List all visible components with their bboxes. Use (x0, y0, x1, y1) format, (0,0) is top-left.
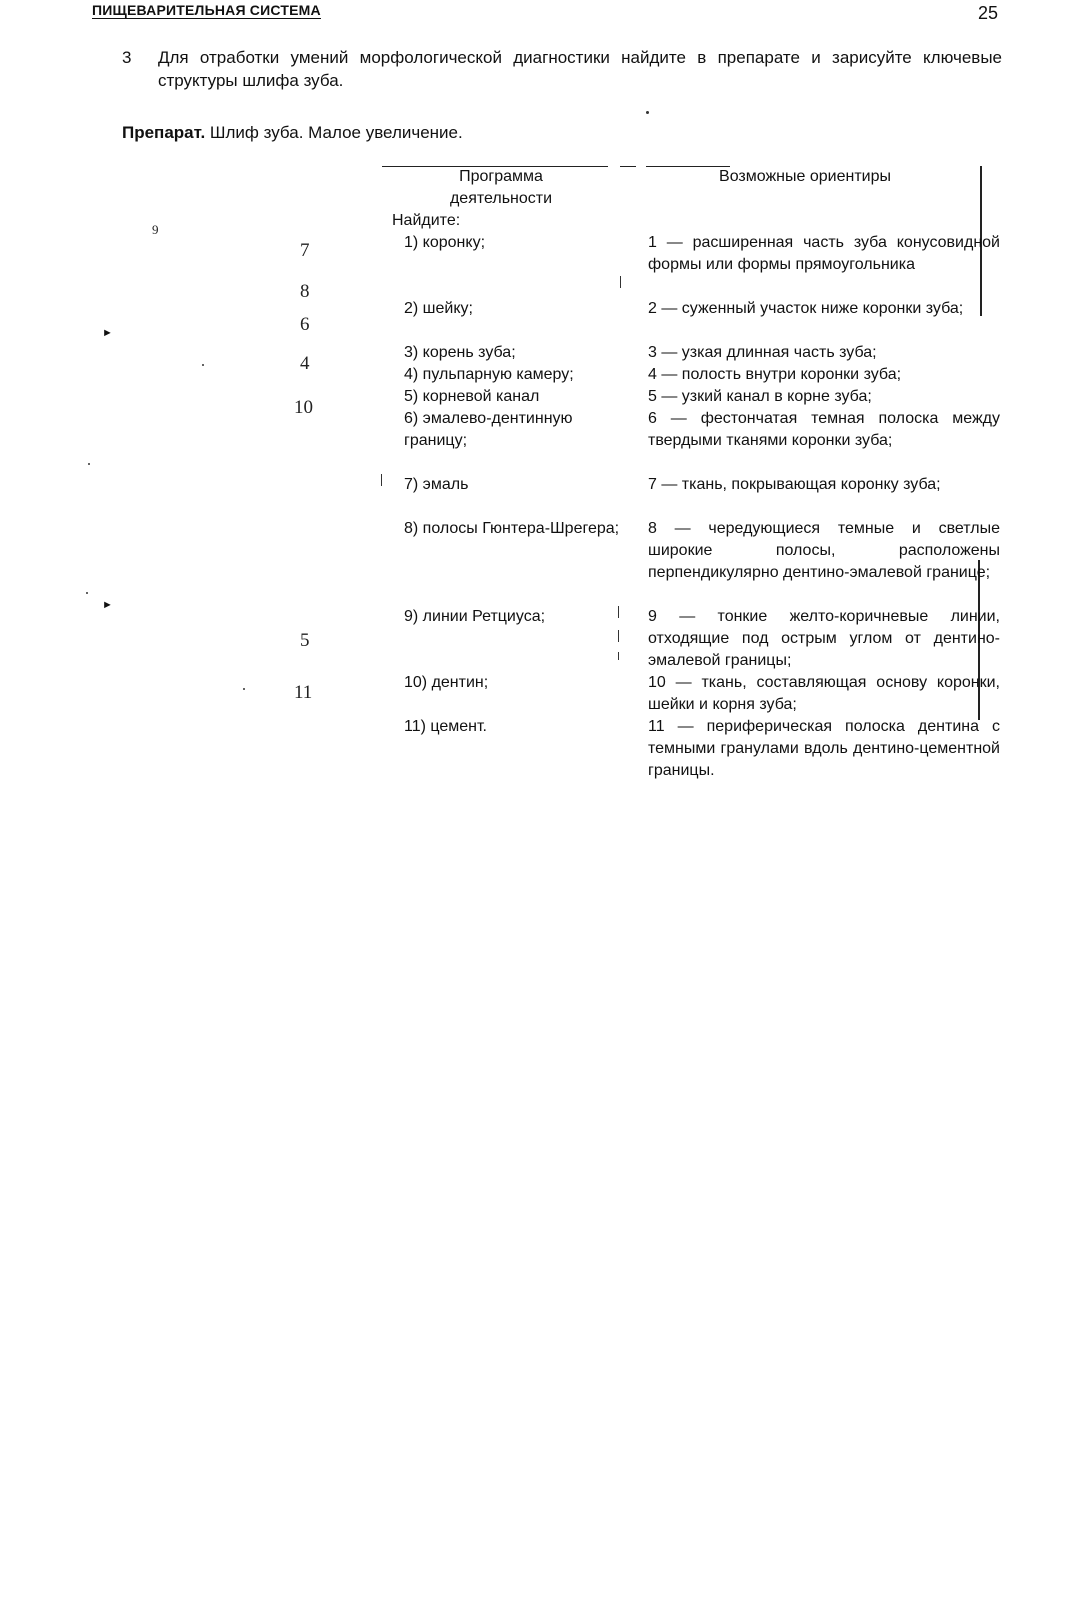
print-speck (646, 111, 649, 114)
table-row-item: 6) эмалево-дентинную границу; (404, 410, 573, 449)
preparation-text: Шлиф зуба. Малое увеличение. (205, 123, 463, 142)
preparation-line (122, 121, 463, 144)
column-separator-mark (618, 630, 619, 642)
table-row-item: 7) эмаль (404, 476, 469, 493)
task-number: 3 (122, 48, 132, 67)
running-header: ПИЩЕВАРИТЕЛЬНАЯ СИСТЕМА (92, 2, 321, 18)
print-speck (88, 463, 90, 465)
table-row-item: 9) линии Ретциуса; (404, 608, 546, 625)
figure-label: 10 (294, 397, 313, 418)
page-number: 25 (978, 3, 999, 23)
table-row-hint: 6 — фестончатая темная полоска между твердыми тканями коронки зуба; (648, 410, 1000, 449)
figure-label: 9 (152, 222, 159, 237)
table-row-item: 10) дентин; (404, 674, 489, 691)
column-header-hints: Возможные ориентиры (719, 168, 891, 185)
table-row-hint: 2 — суженный участок ниже коронки зуба; (648, 300, 964, 317)
column-separator-mark (618, 652, 619, 660)
table-row-item: 2) шейку; (404, 300, 473, 317)
pointer-arrow-icon: ► (102, 327, 113, 339)
task-text: Для отработки умений морфологической диагностики найдите в препарате и зарисуйте ключевые структуры шлифа зуба. (158, 48, 1002, 90)
table-row-hint: 8 — чередующиеся темные и светлые широкие полосы, расположены перпендикулярно дентино-эмалевой границе; (648, 520, 1000, 581)
print-speck (243, 688, 245, 690)
table-top-rule (620, 166, 636, 167)
pointer-arrow-icon: ► (102, 599, 113, 611)
figure-label: 6 (300, 314, 310, 335)
column-header-program: Программа деятельности (449, 168, 553, 207)
table-row-hint: 3 — узкая длинная часть зуба; (648, 344, 877, 361)
table-row-hint: 5 — узкий канал в корне зуба; (648, 388, 872, 405)
table-row-item: 8) полосы Гюнтера-Шрегера; (404, 520, 620, 537)
print-speck (86, 592, 88, 594)
table-row-item: 4) пульпарную камеру; (404, 366, 574, 383)
figure-label: 4 (300, 353, 310, 374)
table-row-hint: 7 — ткань, покрывающая коронку зуба; (648, 476, 941, 493)
figure-label: 8 (300, 281, 310, 302)
table-intro: Найдите: (392, 212, 461, 229)
table-row-item: 1) коронку; (404, 234, 486, 251)
table-row-item: 3) корень зуба; (404, 344, 516, 361)
column-separator-mark (620, 276, 621, 288)
table-row-hint: 4 — полость внутри коронки зуба; (648, 366, 902, 383)
preparation-label: Препарат. (122, 123, 206, 142)
table-row-hint: 9 — тонкие желто-коричневые линии, отходящие под острым углом от дентино-эмалевой границы; (648, 608, 1000, 669)
table-row-item: 11) цемент. (404, 718, 487, 735)
print-speck (202, 364, 204, 366)
column-separator-mark (381, 474, 382, 486)
table-row-hint: 1 — расширенная часть зуба конусовидной формы или формы прямоугольника (648, 234, 1000, 273)
figure-label: 7 (300, 240, 310, 261)
figure-label: 11 (294, 682, 313, 703)
figure-label: 5 (300, 630, 310, 651)
table-row-item: 5) корневой канал (404, 388, 540, 405)
table-row-hint: 10 — ткань, составляющая основу коронки, шейки и корня зуба; (648, 674, 1000, 713)
table-row-hint: 11 — периферическая полоска дентина с темными гранулами вдоль дентино-цементной границы. (648, 718, 1000, 779)
